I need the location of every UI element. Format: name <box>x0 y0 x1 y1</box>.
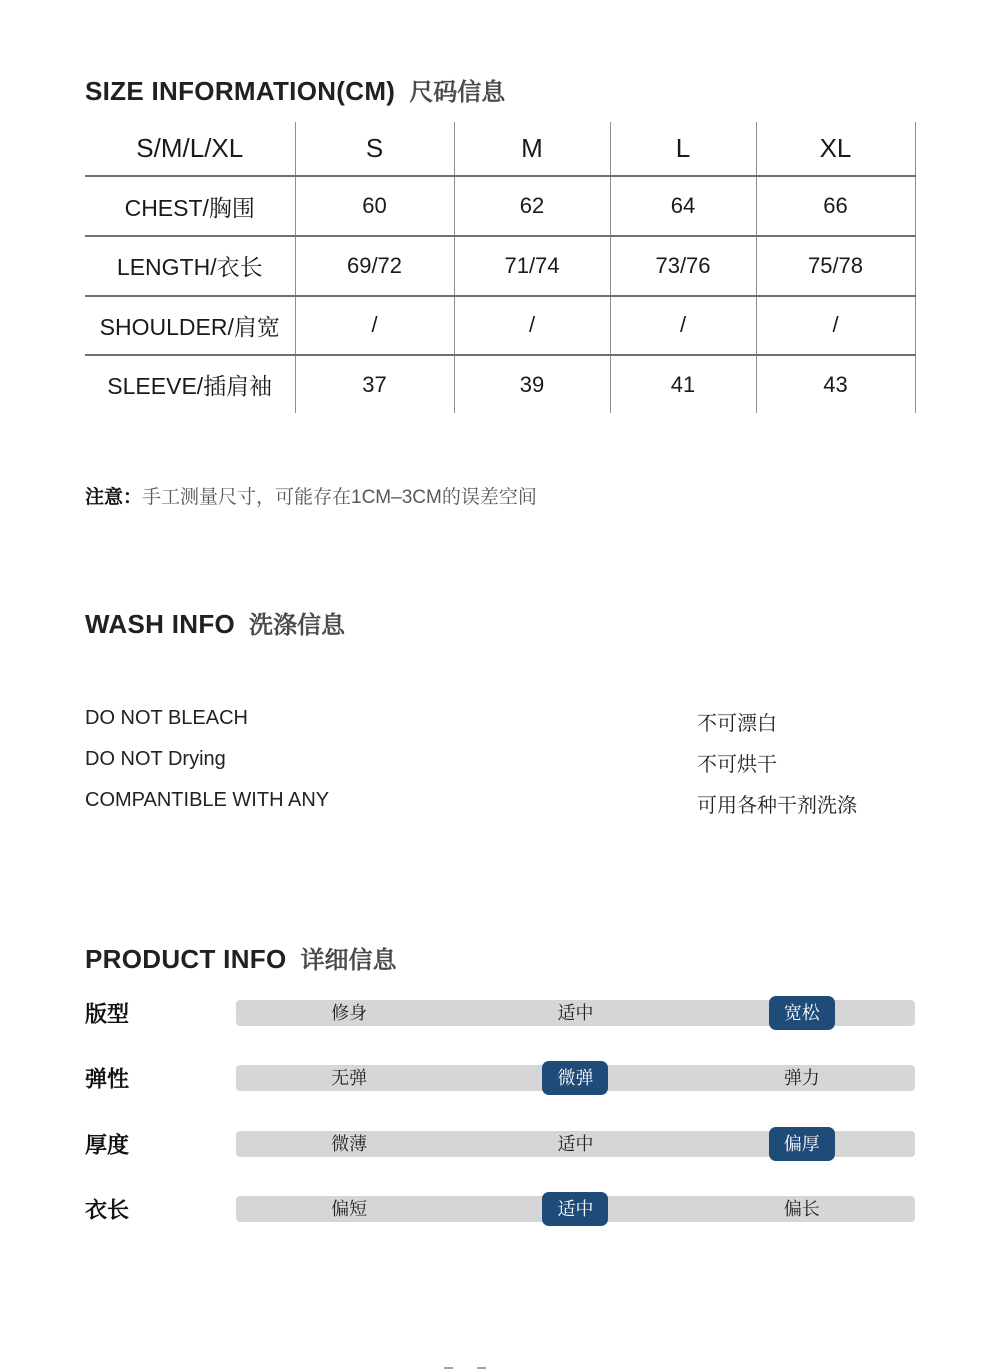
option-scale-bar <box>236 1196 915 1222</box>
size-value-cell: 64 <box>610 176 756 236</box>
product-attr-label: 厚度 <box>85 1132 130 1158</box>
product-attr-label: 衣长 <box>85 1197 130 1223</box>
table-row <box>85 296 915 356</box>
product-row-fit <box>85 1000 915 1026</box>
size-value-cell: 41 <box>610 355 756 413</box>
size-value-cell: / <box>756 296 915 356</box>
size-col-header: M <box>454 122 610 176</box>
option-length-long: 偏长 <box>783 1199 820 1219</box>
option-length-short: 偏短 <box>331 1199 368 1219</box>
size-info-title-en: SIZE INFORMATION(CM) <box>85 76 396 106</box>
size-col-header: L <box>610 122 756 176</box>
note-label: 注意： <box>85 487 143 508</box>
option-thickness-thin: 微薄 <box>331 1134 368 1154</box>
size-value-cell: 62 <box>454 176 610 236</box>
table-row <box>85 236 915 296</box>
measure-label-cell: SHOULDER/肩宽 <box>85 296 295 356</box>
size-value-cell: 66 <box>756 176 915 236</box>
wash-info-heading <box>85 605 345 640</box>
note-text: 手工测量尺寸，可能存在1CM–3CM的误差空间 <box>142 487 537 508</box>
size-value-cell: / <box>610 296 756 356</box>
wash-info-title-zh: 洗涤信息 <box>249 612 346 639</box>
size-value-cell: 60 <box>295 176 454 236</box>
product-info-title-en: PRODUCT INFO <box>85 944 287 974</box>
option-elastic-none: 无弹 <box>331 1068 368 1088</box>
table-row <box>85 176 915 236</box>
wash-item-en: DO NOT BLEACH <box>85 707 248 729</box>
size-info-title-zh: 尺码信息 <box>409 79 506 106</box>
product-attr-label: 弹性 <box>85 1066 130 1092</box>
product-row-length <box>85 1196 915 1222</box>
wash-item-bleach <box>85 707 915 735</box>
wash-item-zh: 不可烘干 <box>697 754 777 776</box>
wash-item-dryclean <box>85 789 915 817</box>
option-elastic-slight: 微弹 <box>462 1065 688 1091</box>
option-fit-regular: 适中 <box>557 1003 594 1023</box>
size-value-cell: 69/72 <box>295 236 454 296</box>
wash-item-en: COMPANTIBLE WITH ANY <box>85 789 330 811</box>
option-fit-slim: 修身 <box>331 1003 368 1023</box>
size-value-cell: 71/74 <box>454 236 610 296</box>
option-elastic-stretch: 弹力 <box>783 1068 820 1088</box>
size-info-heading <box>85 72 505 107</box>
size-table-header-row <box>85 122 915 176</box>
table-row <box>85 355 915 413</box>
size-table <box>85 122 916 413</box>
option-thickness-thick: 偏厚 <box>689 1131 915 1157</box>
size-value-cell: 73/76 <box>610 236 756 296</box>
wash-item-drying <box>85 748 915 776</box>
size-value-cell: / <box>295 296 454 356</box>
option-scale-bar <box>236 1131 915 1157</box>
size-col-header: S/M/L/XL <box>85 122 295 176</box>
wash-item-zh: 可用各种干剂洗涤 <box>697 795 857 817</box>
option-scale-bar <box>236 1000 915 1026</box>
size-value-cell: 39 <box>454 355 610 413</box>
option-fit-loose: 宽松 <box>689 1000 915 1026</box>
size-value-cell: / <box>454 296 610 356</box>
product-attr-label: 版型 <box>85 1001 130 1027</box>
measure-label-cell: LENGTH/衣长 <box>85 236 295 296</box>
product-info-title-zh: 详细信息 <box>300 947 397 974</box>
option-thickness-medium: 适中 <box>557 1134 594 1154</box>
size-value-cell: 37 <box>295 355 454 413</box>
option-scale-bar <box>236 1065 915 1091</box>
wash-info-title-en: WASH INFO <box>85 609 236 639</box>
product-row-thickness <box>85 1131 915 1157</box>
size-value-cell: 75/78 <box>756 236 915 296</box>
measure-label-cell: SLEEVE/插肩袖 <box>107 373 273 400</box>
product-info-heading <box>85 940 396 975</box>
product-row-elasticity <box>85 1065 915 1091</box>
measurement-note <box>85 482 537 509</box>
size-value-cell: 43 <box>756 355 915 413</box>
measure-label-cell: CHEST/胸围 <box>85 176 295 236</box>
size-col-header: XL <box>756 122 915 176</box>
size-col-header: S <box>295 122 454 176</box>
wash-item-zh: 不可漂白 <box>697 713 777 735</box>
wash-item-en: DO NOT Drying <box>85 748 226 770</box>
option-length-medium: 适中 <box>462 1196 688 1222</box>
